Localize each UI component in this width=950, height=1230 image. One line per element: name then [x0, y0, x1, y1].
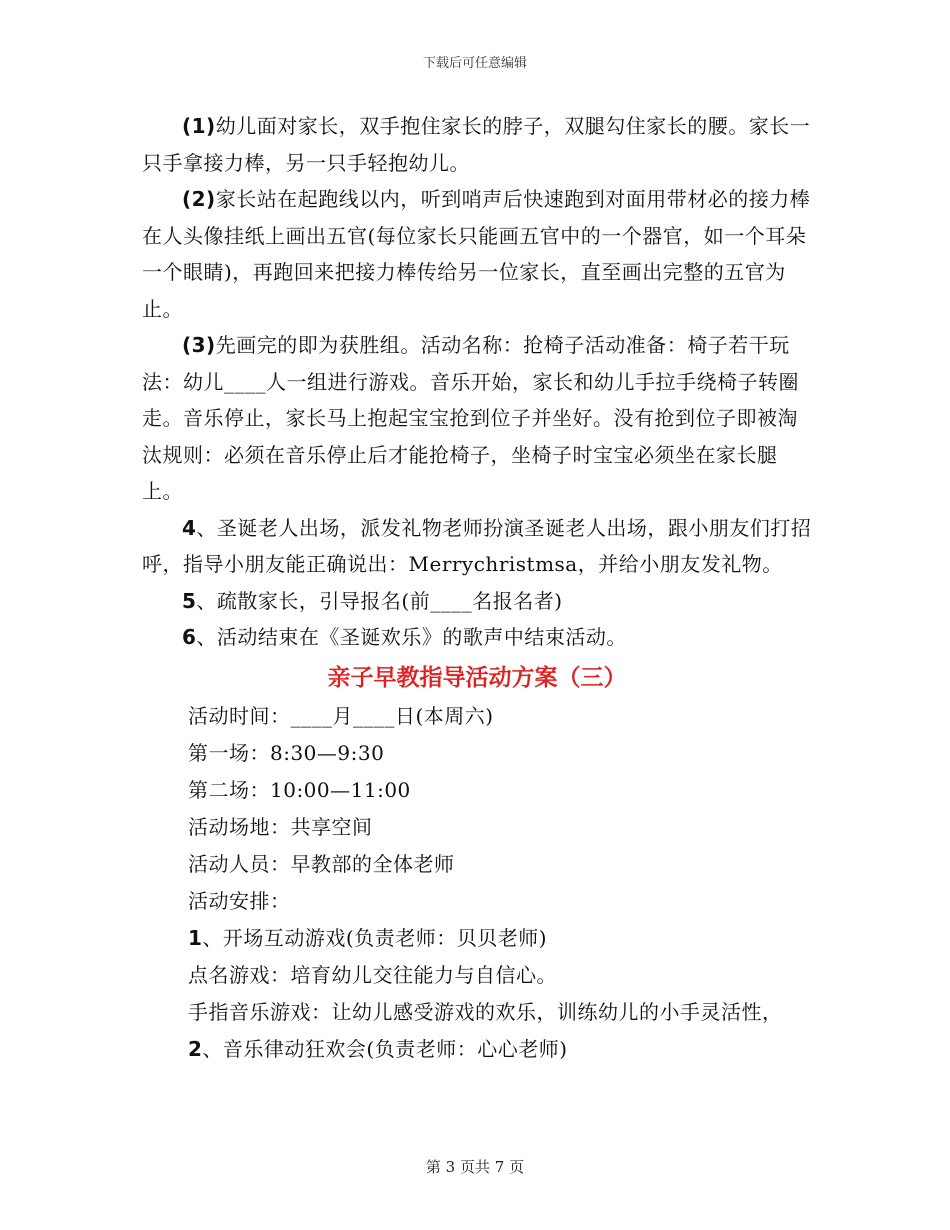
schedule-line: 活动场地：共享空间 [188, 814, 373, 839]
paragraph-number: (3) [182, 333, 216, 357]
document-body [142, 108, 812, 1068]
section-title: 亲子早教指导活动方案（三） [327, 664, 627, 691]
paragraph-3 [142, 327, 812, 510]
page-header: 下载后可任意编辑 [422, 56, 527, 71]
paragraph-text: 、圣诞老人出场，派发礼物老师扮演圣诞老人出场，跟小朋友们打招呼，指导小朋友能正确说出：Merrychristmsa，并给小朋友发礼物。 [142, 515, 812, 576]
paragraph-6 [142, 619, 812, 656]
schedule-line: 活动时间：____月____日(本周六) [188, 703, 494, 728]
paragraph-2 [142, 181, 812, 327]
schedule-line: 1、开场互动游戏(负责老师：贝贝老师) [188, 925, 548, 950]
schedule-line: 点名游戏：培育幼儿交往能力与自信心。 [188, 962, 557, 987]
paragraph-number: 4 [182, 515, 197, 540]
paragraph-text: 先画完的即为获胜组。活动名称：抢椅子活动准备：椅子若干玩法：幼儿____人一组进行游戏。音乐开始，家长和幼儿手拉手绕椅子转圈走。音乐停止，家长马上抱起宝宝抢到位子并坐好。没有抢到位子即被淘汰规则：必须在音乐停止后才能抢椅子，坐椅子时宝宝必须坐在家长腿上。 [142, 333, 799, 503]
paragraph-number: 6 [182, 625, 197, 649]
schedule-line: 第一场：8:30—9:30 [188, 740, 385, 765]
paragraph-1 [142, 108, 812, 181]
paragraph-text: 、活动结束在《圣诞欢乐》的歌声中结束活动。 [196, 625, 627, 649]
paragraph-text: 、疏散家长，引导报名(前____名报名者) [196, 588, 563, 613]
paragraph-number: (1) [182, 114, 216, 138]
paragraph-number: (2) [182, 187, 216, 211]
paragraph-text: 幼儿面对家长，双手抱住家长的脖子，双腿勾住家长的腰。家长一只手拿接力棒，另一只手轻抱幼儿。 [142, 114, 811, 175]
schedule-line: 第二场：10:00—11:00 [188, 777, 411, 802]
schedule-line: 2、音乐律动狂欢会(负责老师：心心老师) [188, 1036, 568, 1061]
page-footer: 第 3 页共 7 页 [425, 1158, 525, 1176]
schedule-line: 活动安排： [188, 888, 291, 913]
paragraph-number: 5 [182, 588, 197, 613]
paragraph-text: 家长站在起跑线以内，听到哨声后快速跑到对面用带材必的接力棒在人头像挂纸上画出五官(每位家长只能画五官中的一个器官，如一个耳朵一个眼睛)，再跑回来把接力棒传给另一位家长，直至画出完整的五官为止。 [142, 187, 811, 321]
schedule-line: 手指音乐游戏：让幼儿感受游戏的欢乐，训练幼儿的小手灵活性， [188, 999, 783, 1024]
paragraph-5 [142, 583, 812, 620]
schedule-line: 活动人员：早教部的全体老师 [188, 851, 455, 876]
paragraph-4 [142, 510, 812, 583]
